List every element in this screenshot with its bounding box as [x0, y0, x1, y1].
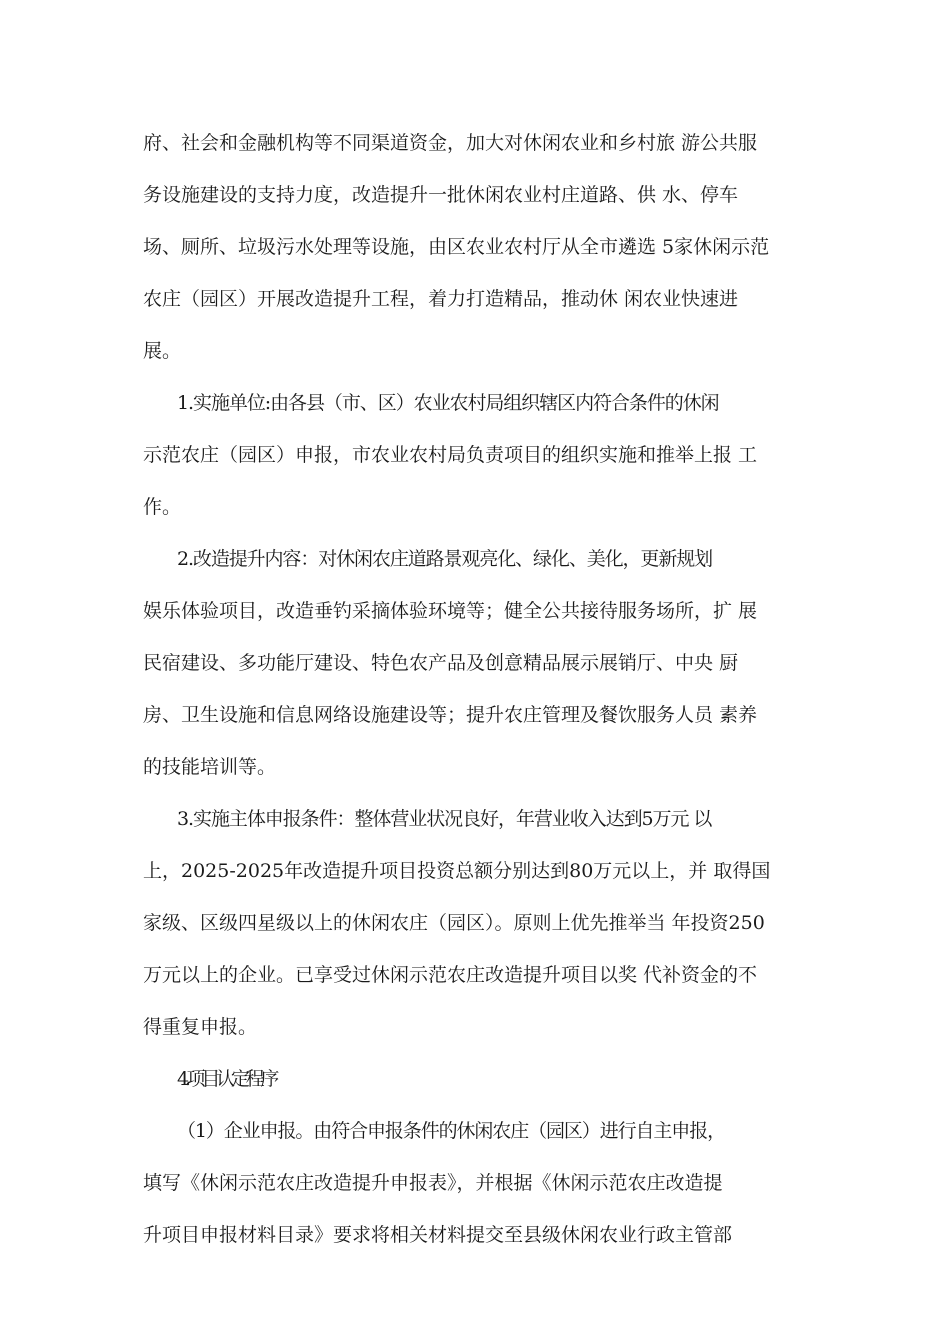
- text-line: 2.改造提升内容：对休闲农庄道路景观亮化、绿化、美化，更新规划: [177, 548, 713, 570]
- text-line: 得重复申报。: [143, 1016, 258, 1038]
- text-line: 民宿建设、多功能厅建设、特色农产品及创意精品展示展销厅、中央 厨: [143, 652, 739, 674]
- text-line: 升项目申报材料目录》要求将相关材料提交至县级休闲农业行政主管部: [143, 1224, 733, 1246]
- text-line: 万元以上的企业。已享受过休闲示范农庄改造提升项目以奖 代补资金的不: [143, 964, 758, 986]
- paragraph-implementing-unit: [143, 377, 817, 533]
- text-line: 上，2025-2025年改造提升项目投资总额分别达到80万元以上，并 取得国: [143, 860, 771, 882]
- text-line: 农庄（园区）开展改造提升工程，着力打造精品，推动休 闲农业快速进: [143, 288, 739, 310]
- paragraph-enterprise-application: [143, 1105, 817, 1261]
- text-line: 娱乐体验项目，改造垂钓采摘体验环境等；健全公共接待服务场所，扩 展: [143, 600, 758, 622]
- text-line: 务设施建设的支持力度，改造提升一批休闲农业村庄道路、供 水、停车: [143, 184, 739, 206]
- text-line: 的技能培训等。: [143, 756, 277, 778]
- text-line: 作。: [143, 496, 182, 518]
- text-line: 场、厕所、垃圾污水处理等设施，由区农业农村厅从全市遴选 5家休闲示范: [143, 236, 770, 258]
- text-line: 展。: [143, 340, 182, 362]
- paragraph-application-conditions: [143, 793, 817, 1053]
- document-body: [143, 117, 817, 1261]
- text-line: 3.实施主体申报条件：整体营业状况良好，年营业收入达到5万元 以: [177, 808, 712, 830]
- paragraph-procedure-heading: [143, 1053, 817, 1105]
- text-line: 府、社会和金融机构等不同渠道资金，加大对休闲农业和乡村旅 游公共服: [143, 132, 758, 154]
- text-line: 4.项目认定程序: [177, 1068, 276, 1090]
- text-line: 家级、区级四星级以上的休闲农庄（园区）。原则上优先推举当 年投资250: [143, 912, 765, 934]
- paragraph-upgrade-content: [143, 533, 817, 793]
- text-line: （1）企业申报。由符合申报条件的休闲农庄（园区）进行自主申报，: [177, 1120, 725, 1142]
- text-line: 填写《休闲示范农庄改造提升申报表》，并根据《休闲示范农庄改造提: [143, 1172, 723, 1194]
- text-line: 1.实施单位:由各县（市、区）农业农村局组织辖区内符合条件的休闲: [177, 392, 719, 414]
- text-line: 示范农庄（园区）申报，市农业农村局负责项目的组织实施和推举上报 工: [143, 444, 758, 466]
- paragraph-intro: [143, 117, 817, 377]
- text-line: 房、卫生设施和信息网络设施建设等；提升农庄管理及餐饮服务人员 素养: [143, 704, 758, 726]
